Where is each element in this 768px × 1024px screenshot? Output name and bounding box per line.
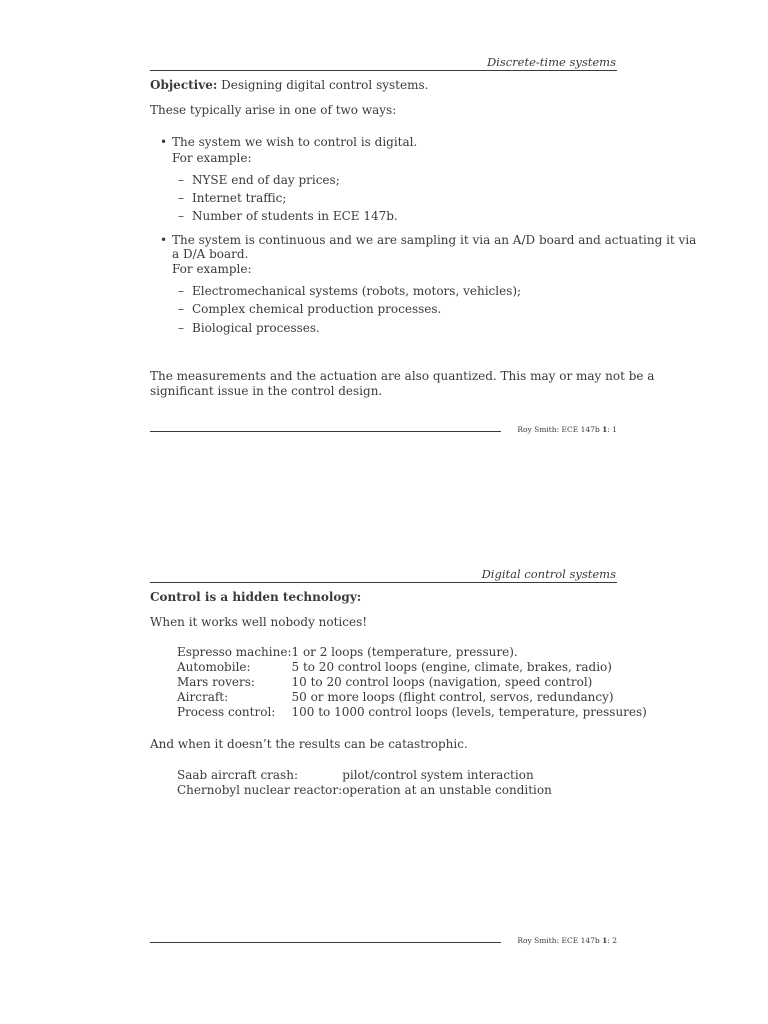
dash-marker: – — [178, 284, 184, 298]
slide-1-header: Discrete-time systems — [486, 55, 616, 69]
bullet-marker: • — [160, 135, 168, 149]
bullet-2-line-2: a D/A board. — [172, 247, 249, 261]
table-cell-key: Chernobyl nuclear reactor: — [177, 783, 343, 797]
dash-marker: – — [178, 302, 184, 316]
table-cell-key: Espresso machine: — [177, 645, 292, 659]
bullet-1-line-1: The system we wish to control is digital. — [172, 135, 418, 149]
slide-2-paragraph: And when it doesn’t the results can be catastrophic. — [150, 737, 468, 751]
table-cell-key: Automobile: — [177, 660, 251, 674]
failures-table — [177, 768, 552, 798]
dash-marker: – — [178, 173, 184, 187]
list-item: Electromechanical systems (robots, motors, vehicles); — [192, 284, 522, 298]
list-item: Complex chemical production processes. — [192, 302, 442, 316]
dash-marker: – — [178, 209, 184, 223]
table-cell-value: 1 or 2 loops (temperature, pressure). — [291, 645, 518, 659]
table-cell-value: operation at an unstable condition — [342, 783, 552, 797]
bullet-2-line-1: The system is continuous and we are sampling it via an A/D board and actuating it via — [172, 233, 697, 247]
table-cell-key: Saab aircraft crash: — [177, 768, 298, 782]
list-item: Internet traffic; — [192, 191, 287, 205]
table-cell-key: Aircraft: — [177, 690, 229, 704]
slide-2-intro: When it works well nobody notices! — [150, 615, 368, 629]
table-cell-key: Process control: — [177, 705, 276, 719]
intro-text: These typically arise in one of two ways: — [150, 103, 397, 117]
table-row — [177, 645, 647, 660]
table-row — [177, 705, 647, 720]
slide-2-header-rule — [150, 582, 617, 583]
table-cell-value: 5 to 20 control loops (engine, climate, brakes, radio) — [291, 660, 612, 674]
objective-text: Designing digital control systems. — [221, 78, 429, 92]
table-row — [177, 690, 647, 705]
table-cell-value: 50 or more loops (flight control, servos, redundancy) — [291, 690, 614, 704]
dash-marker: – — [178, 321, 184, 335]
slide-2-footer — [517, 936, 617, 945]
footer-lecture: 1 — [602, 936, 608, 945]
slide-1-footer-rule — [150, 431, 501, 432]
table-cell-value: 100 to 1000 control loops (levels, temperature, pressures) — [291, 705, 647, 719]
footer-author: Roy Smith: ECE 147b — [517, 425, 600, 434]
table-row — [177, 783, 552, 798]
dash-marker: – — [178, 191, 184, 205]
footer-page-number: : 1 — [607, 425, 617, 434]
footer-page-number: : 2 — [607, 936, 617, 945]
slide-2-footer-rule — [150, 942, 501, 943]
bullet-2-line-3: For example: — [172, 262, 252, 276]
slide-2-header: Digital control systems — [481, 567, 616, 581]
slide-1-footer — [517, 425, 617, 434]
table-cell-key: Mars rovers: — [177, 675, 255, 689]
list-item: Biological processes. — [192, 321, 320, 335]
slide-1-header-rule — [150, 70, 617, 71]
table-cell-value: pilot/control system interaction — [342, 768, 534, 782]
paragraph-line-1: The measurements and the actuation are also quantized. This may or may not be a — [150, 369, 655, 383]
footer-author: Roy Smith: ECE 147b — [517, 936, 600, 945]
control-loops-table — [177, 645, 647, 720]
list-item: NYSE end of day prices; — [192, 173, 340, 187]
list-item: Number of students in ECE 147b. — [192, 209, 398, 223]
footer-lecture: 1 — [602, 425, 608, 434]
objective-label: Objective: — [150, 78, 218, 92]
slide-2-title: Control is a hidden technology: — [150, 590, 362, 604]
bullet-marker: • — [160, 233, 168, 247]
bullet-1-line-2: For example: — [172, 151, 252, 165]
table-row — [177, 768, 552, 783]
paragraph-line-2: significant issue in the control design. — [150, 384, 383, 398]
table-cell-value: 10 to 20 control loops (navigation, speed control) — [291, 675, 593, 689]
table-row — [177, 675, 647, 690]
table-row — [177, 660, 647, 675]
objective-line — [150, 78, 428, 93]
